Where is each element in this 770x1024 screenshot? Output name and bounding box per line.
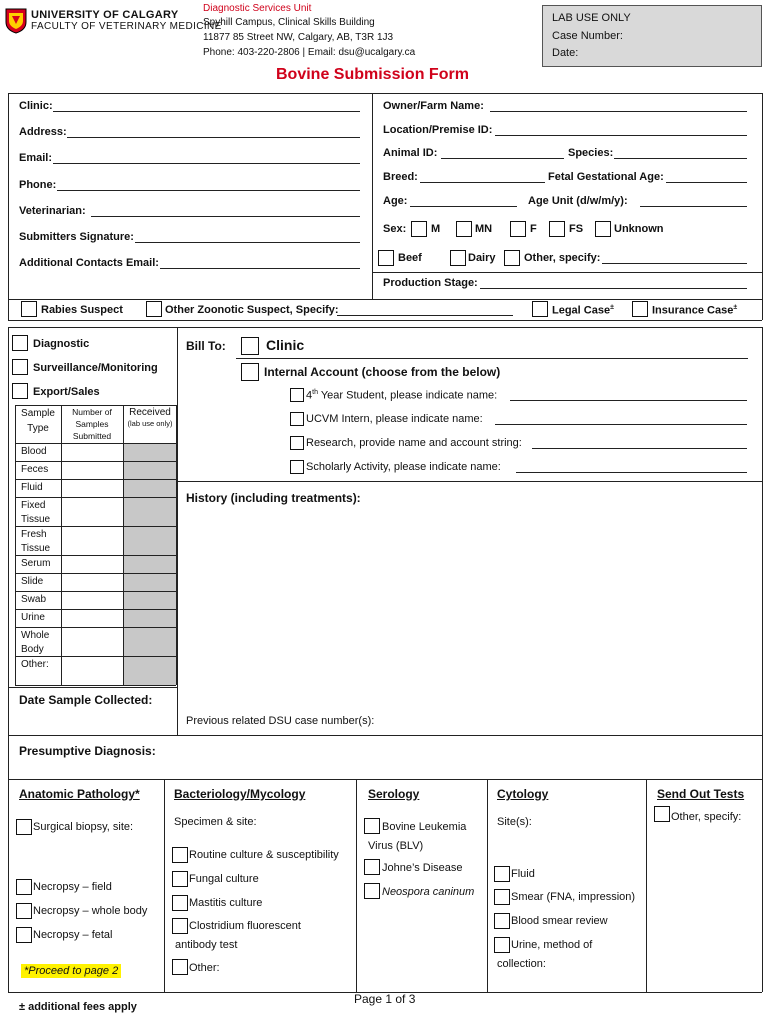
signature-label: Submitters Signature: [19, 231, 134, 243]
email-label: Email: [19, 152, 53, 164]
unit-address: 11877 85 Street NW, Calgary, AB, T3R 1J3 [203, 32, 394, 43]
history-input[interactable] [180, 508, 758, 708]
mastitis-culture-label: Mastitis culture [189, 897, 263, 909]
johnes-checkbox[interactable] [364, 859, 380, 875]
bill-clinic-checkbox[interactable] [241, 337, 259, 355]
clostridium-label-cont: antibody test [175, 939, 238, 951]
previous-case-label: Previous related DSU case number(s): [186, 715, 375, 727]
necropsy-fetal-label: Necropsy – fetal [33, 929, 113, 941]
urine-label-cont: collection: [497, 958, 546, 970]
dairy-label: Dairy [468, 252, 496, 264]
neospora-checkbox[interactable] [364, 883, 380, 899]
diagnostic-checkbox[interactable] [12, 335, 28, 351]
legal-checkbox[interactable] [532, 301, 548, 317]
sample-row-label: Slide [21, 576, 44, 587]
insurance-checkbox[interactable] [632, 301, 648, 317]
lab-use-case-number[interactable]: Case Number: [552, 30, 623, 42]
necropsy-whole-body-label: Necropsy – whole body [33, 905, 148, 917]
rabies-label: Rabies Suspect [41, 304, 123, 316]
university-name: UNIVERSITY OF CALGARY [31, 9, 179, 21]
internal-account-label: Internal Account (choose from the below) [264, 365, 501, 379]
sample-row-label: Other: [21, 659, 49, 670]
fetal-age-input[interactable] [666, 172, 747, 183]
surgical-biopsy-checkbox[interactable] [16, 819, 32, 835]
sample-count-input[interactable] [62, 628, 122, 655]
location-input[interactable] [495, 125, 747, 136]
surveillance-label: Surveillance/Monitoring [33, 362, 158, 374]
sample-row-label: Swab [21, 594, 47, 605]
research-label: Research, provide name and account string: [306, 437, 522, 449]
veterinarian-input[interactable] [91, 206, 360, 217]
export-checkbox[interactable] [12, 383, 28, 399]
form-title: Bovine Submission Form [276, 66, 469, 83]
history-label: History (including treatments): [186, 491, 361, 505]
export-label: Export/Sales [33, 386, 100, 398]
fungal-culture-label: Fungal culture [189, 873, 259, 885]
specimen-label: Specimen & site: [174, 816, 257, 828]
legal-text: Legal Case [552, 304, 611, 317]
insurance-text: Insurance Case [652, 304, 734, 317]
address-label: Address: [19, 126, 67, 138]
sex-unknown-label: Unknown [614, 223, 664, 235]
bacteriology-other-label: Other: [189, 962, 220, 974]
fungal-culture-checkbox[interactable] [172, 871, 188, 887]
necropsy-field-checkbox[interactable] [16, 879, 32, 895]
additional-email-label: Additional Contacts Email: [19, 257, 159, 269]
date-collected-label: Date Sample Collected: [19, 693, 153, 707]
sendout-title: Send Out Tests [657, 787, 745, 801]
zoonotic-label: Other Zoonotic Suspect, Specify: [165, 304, 339, 316]
clinic-input[interactable] [53, 101, 360, 112]
received-header: Received [129, 407, 171, 418]
sample-count-input[interactable] [62, 657, 122, 684]
anatomic-title: Anatomic Pathology* [19, 787, 140, 801]
neospora-label: Neospora caninum [382, 886, 475, 898]
scholarly-checkbox[interactable] [290, 460, 304, 474]
student-label-sup: th [312, 389, 318, 396]
intern-label: UCVM Intern, please indicate name: [306, 413, 483, 425]
sample-type-header: Sample Type [21, 408, 55, 434]
sample-count-input[interactable] [62, 527, 122, 554]
breed-input[interactable] [420, 172, 545, 183]
clostridium-label: Clostridium fluorescent [189, 920, 301, 932]
cytology-fluid-label: Fluid [511, 868, 535, 880]
bill-clinic-label: Clinic [266, 337, 305, 353]
lab-use-date[interactable]: Date: [552, 47, 579, 59]
production-stage-input[interactable] [480, 278, 747, 289]
sample-count-input[interactable] [62, 610, 122, 626]
sex-label: Sex: [383, 223, 407, 235]
dairy-checkbox[interactable] [450, 250, 466, 266]
sex-fs-label: FS [569, 223, 584, 235]
insurance-label [652, 304, 737, 317]
mastitis-culture-checkbox[interactable] [172, 895, 188, 911]
number-samples-header: Number of Samples Submitted [72, 407, 112, 441]
animal-id-label: Animal ID: [383, 147, 438, 159]
student-label-text: Year Student, please indicate name: [317, 389, 498, 402]
faculty-name: FACULTY OF VETERINARY MEDICINE [31, 21, 222, 32]
necropsy-fetal-checkbox[interactable] [16, 927, 32, 943]
cytology-fluid-checkbox[interactable] [494, 866, 510, 882]
phone-input[interactable] [57, 180, 360, 191]
presumptive-label: Presumptive Diagnosis: [19, 744, 156, 758]
sample-count-input[interactable] [62, 462, 122, 478]
intern-input[interactable] [495, 414, 747, 425]
clinic-label: Clinic: [19, 100, 53, 112]
bacteriology-other-checkbox[interactable] [172, 959, 188, 975]
surveillance-checkbox[interactable] [12, 359, 28, 375]
urine-checkbox[interactable] [494, 937, 510, 953]
routine-culture-label: Routine culture & susceptibility [189, 849, 339, 861]
sex-f-label: F [530, 223, 537, 235]
other-production-checkbox[interactable] [504, 250, 520, 266]
necropsy-field-label: Necropsy – field [33, 881, 112, 893]
animal-id-input[interactable] [441, 148, 564, 159]
beef-label: Beef [398, 252, 422, 264]
student-input[interactable] [510, 390, 747, 401]
fees-note: ± additional fees apply [19, 1001, 137, 1013]
phone-label: Phone: [19, 179, 57, 191]
unit-name: Diagnostic Services Unit [203, 3, 312, 14]
legal-fee-mark: ± [610, 304, 614, 311]
sendout-other-label: Other, specify: [671, 811, 742, 823]
sample-table [15, 405, 176, 685]
sendout-other-checkbox[interactable] [654, 806, 670, 822]
lab-use-header: (lab use only) [127, 419, 173, 428]
production-stage-label: Production Stage: [383, 277, 478, 289]
blood-smear-label: Blood smear review [511, 915, 608, 927]
routine-culture-checkbox[interactable] [172, 847, 188, 863]
research-input[interactable] [532, 438, 747, 449]
sex-fs-checkbox[interactable] [549, 221, 565, 237]
university-logo [5, 8, 27, 34]
research-checkbox[interactable] [290, 436, 304, 450]
lab-use-title: LAB USE ONLY [552, 12, 631, 24]
student-label [306, 389, 497, 402]
sample-count-input[interactable] [62, 444, 122, 460]
serology-title: Serology [368, 787, 420, 801]
unit-building: Spyhill Campus, Clinical Skills Building [203, 17, 375, 28]
zoonotic-input[interactable] [337, 305, 513, 316]
fetal-age-label: Fetal Gestational Age: [548, 171, 664, 183]
age-unit-label: Age Unit (d/w/m/y): [528, 195, 628, 207]
student-checkbox[interactable] [290, 388, 304, 402]
internal-account-checkbox[interactable] [241, 363, 259, 381]
sample-count-input[interactable] [62, 592, 122, 608]
smear-label: Smear (FNA, impression) [511, 891, 636, 903]
zoonotic-checkbox[interactable] [146, 301, 162, 317]
lab-use-box [542, 5, 762, 67]
additional-email-input[interactable] [160, 258, 360, 269]
page-number: Page 1 of 3 [354, 992, 416, 1006]
urine-label: Urine, method of [511, 939, 593, 951]
blood-smear-checkbox[interactable] [494, 913, 510, 929]
email-input[interactable] [53, 153, 360, 164]
bacteriology-title: Bacteriology/Mycology [174, 787, 306, 801]
beef-checkbox[interactable] [378, 250, 394, 266]
breed-label: Breed: [383, 171, 418, 183]
other-production-input[interactable] [602, 253, 747, 264]
proceed-note: *Proceed to page 2 [21, 964, 121, 978]
other-production-label: Other, specify: [524, 252, 601, 264]
crest-icon [5, 8, 27, 34]
species-input[interactable] [614, 148, 747, 159]
sample-row-label: Whole Body [21, 630, 50, 655]
owner-input[interactable] [490, 101, 747, 112]
signature-input[interactable] [135, 232, 360, 243]
unit-contact: Phone: 403-220-2806 | Email: dsu@ucalgary.ca [203, 47, 416, 58]
sample-row-label: Fresh Tissue [21, 529, 51, 554]
sample-row-label: Feces [21, 464, 49, 475]
scholarly-label: Scholarly Activity, please indicate name: [306, 461, 501, 473]
sample-row-label: Fixed Tissue [21, 500, 51, 525]
student-label-pre: 4 [306, 389, 313, 402]
age-label: Age: [383, 195, 408, 207]
sample-row-label: Serum [21, 558, 51, 569]
sample-row-label: Urine [21, 612, 45, 623]
location-label: Location/Premise ID: [383, 124, 493, 136]
sex-mn-label: MN [475, 223, 493, 235]
cytology-title: Cytology [497, 787, 549, 801]
sample-count-input[interactable] [62, 574, 122, 590]
address-input[interactable] [67, 127, 360, 138]
sample-count-input[interactable] [62, 480, 122, 496]
age-unit-input[interactable] [640, 196, 747, 207]
species-label: Species: [568, 147, 614, 159]
sample-row-label: Blood [21, 446, 47, 457]
sex-f-checkbox[interactable] [510, 221, 526, 237]
sample-row-label: Fluid [21, 482, 43, 493]
sex-m-checkbox[interactable] [411, 221, 427, 237]
legal-label [552, 304, 614, 317]
smear-checkbox[interactable] [494, 889, 510, 905]
sex-mn-checkbox[interactable] [456, 221, 472, 237]
cytology-sites-label: Site(s): [497, 816, 532, 828]
veterinarian-label: Veterinarian: [19, 205, 86, 217]
scholarly-input[interactable] [516, 462, 747, 473]
age-input[interactable] [410, 196, 517, 207]
blv-checkbox[interactable] [364, 818, 380, 834]
necropsy-whole-body-checkbox[interactable] [16, 903, 32, 919]
sample-count-input[interactable] [62, 556, 122, 572]
blv-label: Bovine Leukemia [382, 821, 467, 833]
rabies-checkbox[interactable] [21, 301, 37, 317]
blv-label-cont: Virus (BLV) [368, 840, 424, 852]
bill-to-label: Bill To: [186, 339, 226, 353]
intern-checkbox[interactable] [290, 412, 304, 426]
diagnostic-label: Diagnostic [33, 338, 90, 350]
clostridium-checkbox[interactable] [172, 918, 188, 934]
insurance-fee-mark: ± [733, 304, 738, 311]
sample-count-input[interactable] [62, 498, 122, 525]
surgical-biopsy-label: Surgical biopsy, site: [33, 821, 134, 833]
johnes-label: Johne’s Disease [382, 862, 463, 874]
owner-label: Owner/Farm Name: [383, 100, 484, 112]
sex-m-label: M [431, 223, 441, 235]
sex-unknown-checkbox[interactable] [595, 221, 611, 237]
